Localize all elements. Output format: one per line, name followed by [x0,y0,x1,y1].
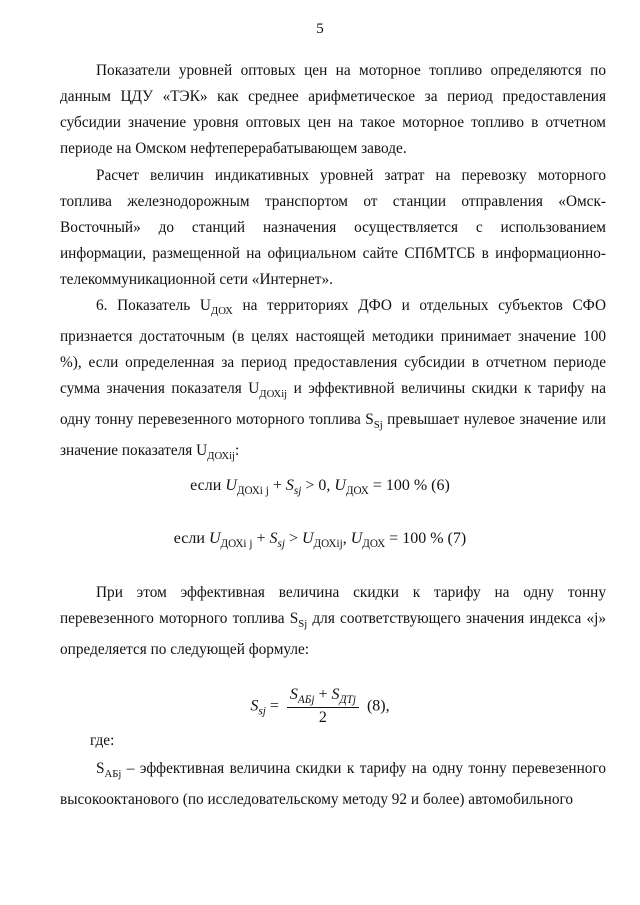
f7-rel: > [284,530,302,547]
p3-text-3: и эффективной величины скидки к тарифу на одну тонну перевезенного моторного топлива S [60,380,606,429]
f8-num-a: S [289,686,298,703]
f6-s: S [285,477,294,494]
f6-u2-sub: ДОХ [345,485,369,498]
f8-label: (8), [362,697,390,715]
f7-plus: + [252,530,270,547]
f7-tail: = 100 % (7) [385,530,467,547]
paragraph-indicator-udox [60,293,606,469]
f8-num-b-sub: ДТj [339,694,356,707]
f8-num-plus: + [314,686,332,703]
f6-rel: > 0, [301,477,335,494]
f6-u: U [225,477,237,494]
f7-u: U [208,530,221,547]
p3-sub-3: Sj [373,419,383,432]
f7-s: S [269,530,278,547]
page-number: 5 [316,21,324,37]
p4-text-1: При этом эффективная величина скидки к тарифу на одну тонну перевезенного моторного топлива S [60,584,606,627]
p4-text-2: для соответствующего значения индекса «j» определяется по следующей формуле: [60,610,606,659]
paragraph-discount-definition [60,580,606,663]
p3-sub-4: ДОХij [207,450,236,463]
f7-u3-sub: ДОХij [313,538,343,551]
paragraph-sab-definition [60,756,606,813]
p3-text-5: : [235,442,240,460]
paragraph-transport-costs: Расчет величин индикативных уровней затрат на перевозку моторного топлива железнодорожным транспортом от станции отправления «Омск-Восточный» до станций назначения осуществляется с использованием информации, размещенной на официальном сайте СПбМТСБ в информационно-телекоммуникационной сети «Интернет». [60,167,606,288]
f8-numerator [287,686,359,708]
f7-comma: , [342,530,351,547]
f8-num-a-sub: АБj [297,694,315,707]
f7-u2: U [350,530,363,547]
p5-sub: АБj [104,768,122,781]
paragraph-wholesale-prices: Показатели уровней оптовых цен на моторное топливо определяются по данным ЦДУ «ТЭК» как среднее арифметическое за период предоставления субсидии значение уровня оптовых цен на такое моторное топливо в отчетном периоде на Омском нефтеперерабатывающем заводе. [60,62,606,157]
formula-8 [0,686,640,727]
p5-s: S [96,760,105,777]
f6-lead: если [190,477,226,494]
f8-eq: = [265,697,283,715]
f7-u3: U [301,530,314,547]
f8-lhs-sub: sj [258,705,266,718]
f8-lhs: S [250,697,259,715]
f7-s-sub: sj [277,538,285,551]
f8-denominator: 2 [318,709,327,727]
p4-sub-1: Sj [298,618,308,631]
formula-6 [0,477,640,497]
p3-text-1: 6. Показатель U [96,297,211,314]
p5-text: – эффективная величина скидки к тарифу на одну тонну перевезенного высокооктанового (по исследовательскому методу 92 и более) автомобильного [60,760,606,809]
formula-7 [0,530,640,550]
f8-fraction [287,686,359,727]
f7-u-sub: ДОХi j [220,538,253,551]
f6-plus: + [268,477,286,494]
p3-text-2: на территориях ДФО и отдельных субъектов СФО признается достаточным (в целях настоящей методики принимает значение 100 %), если определенная за период предоставления субсидии в отчетном периоде сумма значения показателя U [60,297,607,398]
f8-num-b: S [331,686,340,703]
f6-u2: U [334,477,346,494]
p3-sub-1: ДОХ [210,305,233,318]
f7-u2-sub: ДОХ [362,538,386,551]
p3-sub-2: ДОХij [259,388,288,401]
f7-lead: если [173,530,209,547]
where-label: где: [90,732,115,749]
f6-tail: = 100 % (6) [368,477,450,494]
f6-u-sub: ДОХi j [236,485,269,498]
p3-text-4: превышает нулевое значение или значение показателя U [60,411,606,460]
f6-s-sub: sj [293,485,302,498]
